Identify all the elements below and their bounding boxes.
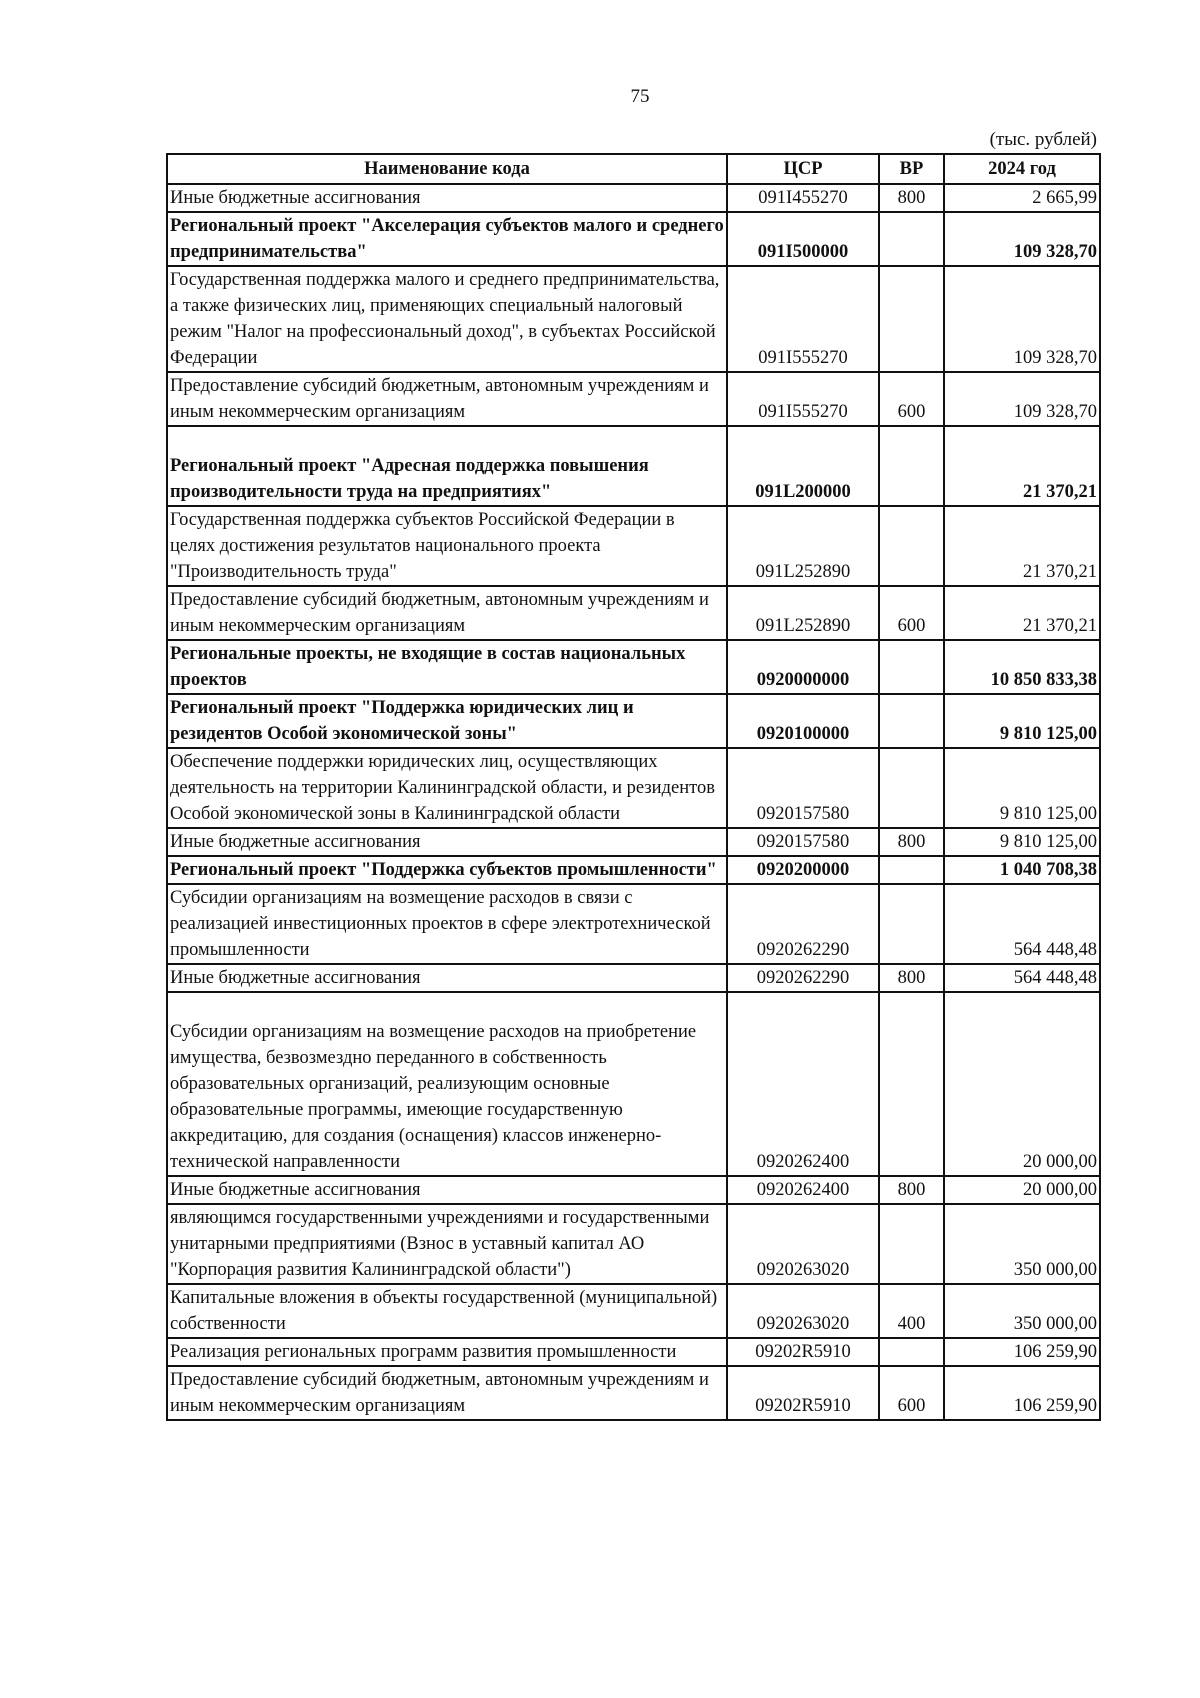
row-csr-cell: 0920157580 bbox=[727, 748, 879, 828]
row-csr-cell: 091I555270 bbox=[727, 372, 879, 426]
row-sum-cell: 109 328,70 bbox=[944, 372, 1100, 426]
table-row bbox=[167, 372, 1100, 426]
table-row bbox=[167, 640, 1100, 694]
row-name-cell: Предоставление субсидий бюджетным, автономным учреждениям и иным некоммерческим организациям bbox=[167, 586, 727, 640]
row-csr-cell: 0920262290 bbox=[727, 884, 879, 964]
header-name: Наименование кода bbox=[167, 154, 727, 184]
table-row bbox=[167, 992, 1100, 1176]
row-csr-cell: 09202R5910 bbox=[727, 1366, 879, 1420]
row-name-cell: Государственная поддержка малого и среднего предпринимательства, а также физических лиц, применяющих специальный налоговый режим "Налог на профессиональный доход", в субъектах Российской Федерации bbox=[167, 266, 727, 372]
row-name-cell: Иные бюджетные ассигнования bbox=[167, 828, 727, 856]
row-name-cell: Субсидии организациям на возмещение расходов в связи с реализацией инвестиционных проектов в сфере электротехнической промышленности bbox=[167, 884, 727, 964]
row-vr-cell bbox=[879, 856, 944, 884]
row-name-cell: Региональный проект "Поддержка юридических лиц и резидентов Особой экономической зоны" bbox=[167, 694, 727, 748]
row-csr-cell: 09202R5910 bbox=[727, 1338, 879, 1366]
row-csr-cell: 091L252890 bbox=[727, 506, 879, 586]
table-row bbox=[167, 506, 1100, 586]
header-vr: ВР bbox=[879, 154, 944, 184]
row-name-cell: Иные бюджетные ассигнования bbox=[167, 184, 727, 212]
row-name-cell: Предоставление субсидий бюджетным, автономным учреждениям и иным некоммерческим организациям bbox=[167, 372, 727, 426]
row-csr-cell: 091L252890 bbox=[727, 586, 879, 640]
table-row bbox=[167, 212, 1100, 266]
row-vr-cell: 800 bbox=[879, 964, 944, 992]
row-vr-cell: 800 bbox=[879, 184, 944, 212]
row-csr-cell: 0920157580 bbox=[727, 828, 879, 856]
row-name-cell: Региональный проект "Адресная поддержка повышения производительности труда на предприятиях" bbox=[167, 426, 727, 506]
row-csr-cell: 0920262400 bbox=[727, 992, 879, 1176]
row-vr-cell: 400 bbox=[879, 1284, 944, 1338]
row-sum-cell: 21 370,21 bbox=[944, 586, 1100, 640]
row-csr-cell: 0920100000 bbox=[727, 694, 879, 748]
table-row bbox=[167, 1338, 1100, 1366]
row-sum-cell: 21 370,21 bbox=[944, 426, 1100, 506]
row-vr-cell: 600 bbox=[879, 1366, 944, 1420]
row-name-cell: Иные бюджетные ассигнования bbox=[167, 964, 727, 992]
row-sum-cell: 2 665,99 bbox=[944, 184, 1100, 212]
row-sum-cell: 1 040 708,38 bbox=[944, 856, 1100, 884]
row-csr-cell: 0920262400 bbox=[727, 1176, 879, 1204]
row-sum-cell: 106 259,90 bbox=[944, 1338, 1100, 1366]
table-header-row bbox=[167, 154, 1100, 184]
row-vr-cell: 800 bbox=[879, 1176, 944, 1204]
row-sum-cell: 9 810 125,00 bbox=[944, 694, 1100, 748]
row-sum-cell: 106 259,90 bbox=[944, 1366, 1100, 1420]
row-vr-cell bbox=[879, 506, 944, 586]
units-label: (тыс. рублей) bbox=[989, 129, 1097, 150]
row-csr-cell: 091I500000 bbox=[727, 212, 879, 266]
row-sum-cell: 21 370,21 bbox=[944, 506, 1100, 586]
table-row bbox=[167, 266, 1100, 372]
row-name-cell: Иные бюджетные ассигнования bbox=[167, 1176, 727, 1204]
row-sum-cell: 20 000,00 bbox=[944, 1176, 1100, 1204]
table-row bbox=[167, 184, 1100, 212]
row-csr-cell: 0920000000 bbox=[727, 640, 879, 694]
page-number: 75 bbox=[630, 86, 650, 107]
row-sum-cell: 9 810 125,00 bbox=[944, 828, 1100, 856]
header-year: 2024 год bbox=[944, 154, 1100, 184]
row-vr-cell bbox=[879, 884, 944, 964]
row-vr-cell: 600 bbox=[879, 372, 944, 426]
table-row bbox=[167, 748, 1100, 828]
row-sum-cell: 109 328,70 bbox=[944, 212, 1100, 266]
row-vr-cell bbox=[879, 694, 944, 748]
row-csr-cell: 0920263020 bbox=[727, 1204, 879, 1284]
table-row bbox=[167, 1204, 1100, 1284]
row-vr-cell bbox=[879, 266, 944, 372]
row-name-cell: являющимся государственными учреждениями и государственными унитарными предприятиями (Взнос в уставный капитал АО "Корпорация развития Калининградской области") bbox=[167, 1204, 727, 1284]
row-csr-cell: 0920262290 bbox=[727, 964, 879, 992]
row-csr-cell: 091I555270 bbox=[727, 266, 879, 372]
table-row bbox=[167, 828, 1100, 856]
row-name-cell: Субсидии организациям на возмещение расходов на приобретение имущества, безвозмездно переданного в собственность образовательных организаций, реализующим основные образовательные программы, имеющие государственную аккредитацию, для создания (оснащения) классов инженерно-технической направленности bbox=[167, 992, 727, 1176]
row-vr-cell bbox=[879, 1204, 944, 1284]
table-row bbox=[167, 1366, 1100, 1420]
row-csr-cell: 091I455270 bbox=[727, 184, 879, 212]
row-vr-cell bbox=[879, 426, 944, 506]
row-sum-cell: 109 328,70 bbox=[944, 266, 1100, 372]
row-vr-cell: 600 bbox=[879, 586, 944, 640]
row-vr-cell bbox=[879, 212, 944, 266]
table-row bbox=[167, 964, 1100, 992]
row-csr-cell: 0920200000 bbox=[727, 856, 879, 884]
row-name-cell: Предоставление субсидий бюджетным, автономным учреждениям и иным некоммерческим организациям bbox=[167, 1366, 727, 1420]
row-vr-cell bbox=[879, 748, 944, 828]
row-sum-cell: 20 000,00 bbox=[944, 992, 1100, 1176]
table-row bbox=[167, 586, 1100, 640]
row-sum-cell: 350 000,00 bbox=[944, 1204, 1100, 1284]
row-sum-cell: 350 000,00 bbox=[944, 1284, 1100, 1338]
budget-table bbox=[166, 153, 1101, 1421]
table-row bbox=[167, 694, 1100, 748]
row-vr-cell: 800 bbox=[879, 828, 944, 856]
row-vr-cell bbox=[879, 640, 944, 694]
row-name-cell: Обеспечение поддержки юридических лиц, осуществляющих деятельность на территории Калининградской области, и резидентов Особой экономической зоны в Калининградской области bbox=[167, 748, 727, 828]
row-name-cell: Региональные проекты, не входящие в состав национальных проектов bbox=[167, 640, 727, 694]
row-name-cell: Региональный проект "Акселерация субъектов малого и среднего предпринимательства" bbox=[167, 212, 727, 266]
row-sum-cell: 9 810 125,00 bbox=[944, 748, 1100, 828]
row-vr-cell bbox=[879, 1338, 944, 1366]
row-csr-cell: 0920263020 bbox=[727, 1284, 879, 1338]
row-name-cell: Государственная поддержка субъектов Российской Федерации в целях достижения результатов национального проекта "Производительность труда" bbox=[167, 506, 727, 586]
row-name-cell: Региональный проект "Поддержка субъектов промышленности" bbox=[167, 856, 727, 884]
table-row bbox=[167, 1284, 1100, 1338]
table-row bbox=[167, 426, 1100, 506]
row-sum-cell: 10 850 833,38 bbox=[944, 640, 1100, 694]
table-row bbox=[167, 856, 1100, 884]
row-name-cell: Реализация региональных программ развития промышленности bbox=[167, 1338, 727, 1366]
table-row bbox=[167, 884, 1100, 964]
row-csr-cell: 091L200000 bbox=[727, 426, 879, 506]
row-name-cell: Капитальные вложения в объекты государственной (муниципальной) собственности bbox=[167, 1284, 727, 1338]
row-sum-cell: 564 448,48 bbox=[944, 964, 1100, 992]
table-row bbox=[167, 1176, 1100, 1204]
header-csr: ЦСР bbox=[727, 154, 879, 184]
row-vr-cell bbox=[879, 992, 944, 1176]
row-sum-cell: 564 448,48 bbox=[944, 884, 1100, 964]
